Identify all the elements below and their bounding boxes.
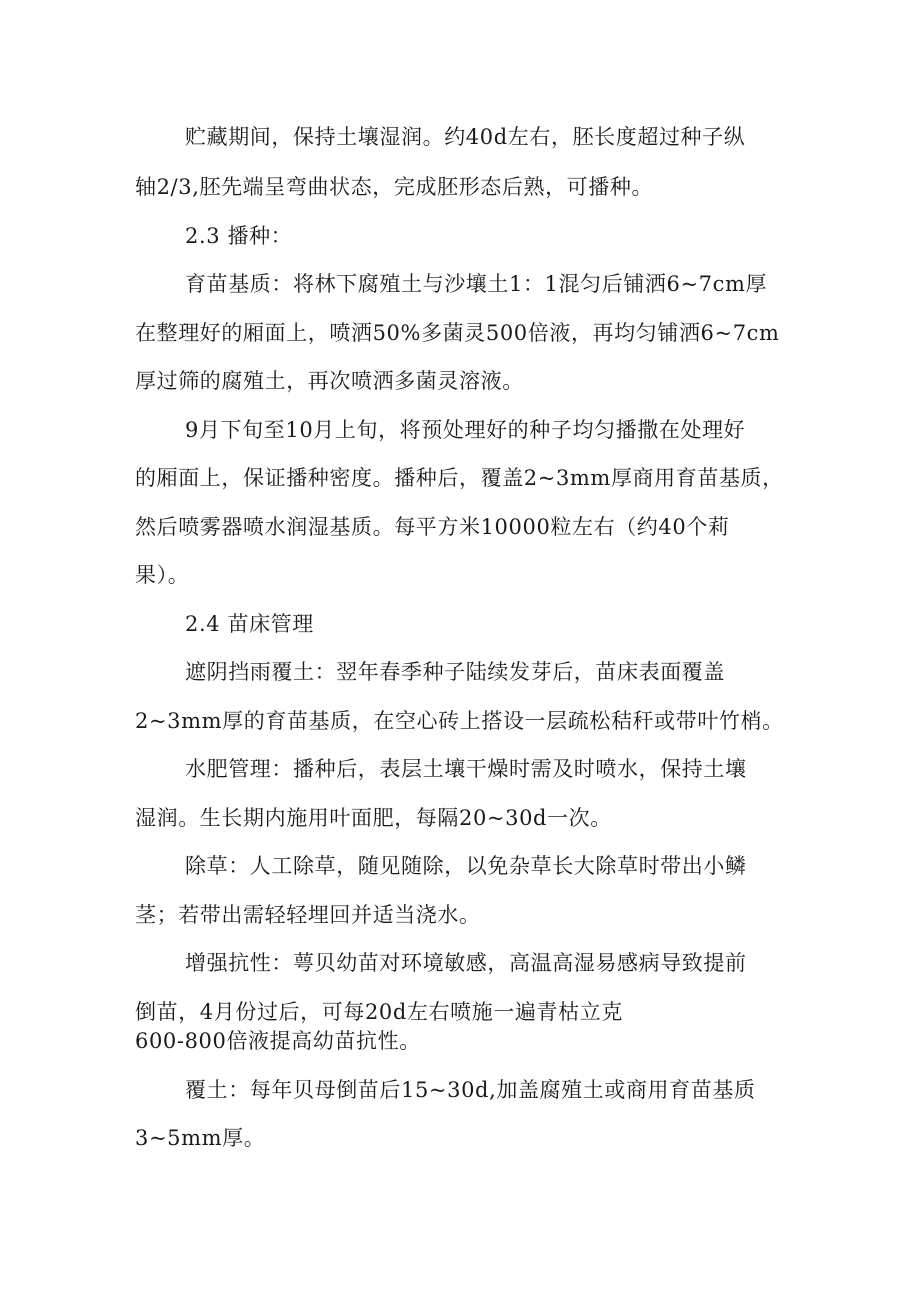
paragraph-line: 厚过筛的腐殖土，再次喷洒多菌灵溶液。 [135,369,524,393]
section-heading-2-3: 2.3 播种： [185,224,293,248]
section-heading-2-4: 2.4 苗床管理 [185,612,314,636]
paragraph-line: 在整理好的厢面上，喷洒50%多菌灵500倍液，再均匀铺洒6~7cm [135,321,780,345]
paragraph-line: 遮阴挡雨覆土：翌年春季种子陆续发芽后，苗床表面覆盖 [185,660,725,684]
paragraph-line: 果）。 [135,563,190,587]
paragraph-line: 茎；若带出需轻轻埋回并适当浇水。 [135,903,481,927]
paragraph-line: 轴2/3,胚先端呈弯曲状态，完成胚形态后熟，可播种。 [135,175,654,199]
paragraph-line: 覆土：每年贝母倒苗后15~30d,加盖腐殖土或商用育苗基质 [185,1078,756,1102]
paragraph-line: 3~5mm厚。 [135,1126,266,1150]
paragraph-line: 的厢面上，保证播种密度。播种后，覆盖2~3mm厚商用育苗基质， [135,466,784,490]
paragraph-line: 育苗基质：将林下腐殖土与沙壤土1：1混匀后铺洒6~7cm厚 [185,272,768,296]
paragraph-line: 除草：人工除草，随见随除，以免杂草长大除草时带出小鳞 [185,854,747,878]
paragraph-line: 湿润。生长期内施用叶面肥，每隔20~30d一次。 [135,806,612,830]
paragraph-line: 水肥管理：播种后，表层土壤干燥时需及时喷水，保持土壤 [185,757,747,781]
paragraph-line: 9月下旬至10月上旬，将预处理好的种子均匀播撒在处理好 [185,418,746,442]
paragraph-line: 倒苗，4月份过后，可每20d左右喷施一遍青枯立克 [135,1000,623,1024]
paragraph-line: 2~3mm厚的育苗基质，在空心砖上搭设一层疏松秸秆或带叶竹梢。 [135,709,784,733]
paragraph-line: 600-800倍液提高幼苗抗性。 [135,1029,421,1053]
paragraph-line: 然后喷雾器喷水润湿基质。每平方米10000粒左右（约40个莉 [135,515,730,539]
paragraph-line: 贮藏期间，保持土壤湿润。约40d左右，胚长度超过种子纵 [185,125,746,149]
paragraph-line: 增强抗性：萼贝幼苗对环境敏感，高温高湿易感病导致提前 [185,951,747,975]
